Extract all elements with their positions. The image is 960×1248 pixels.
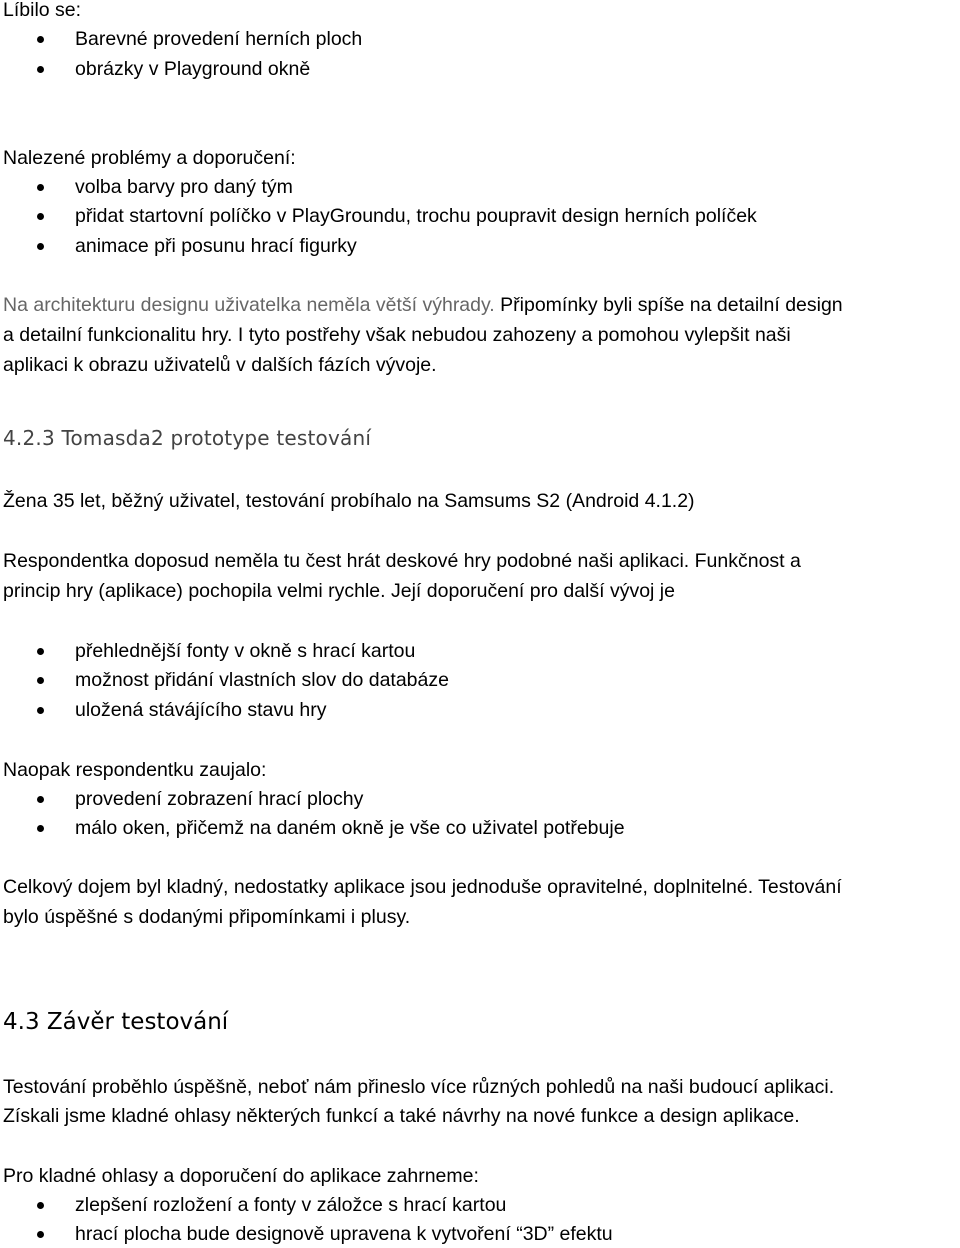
bullet-icon xyxy=(37,677,44,684)
paragraph-line: aplikaci k obrazu uživatelů v dalších fázích vývoje. xyxy=(3,354,437,376)
bullet-icon xyxy=(37,1231,44,1238)
liked-heading: Líbilo se: xyxy=(3,0,82,21)
paragraph-line: Celkový dojem byl kladný, nedostatky aplikace jsou jednoduše opravitelné, doplnitelné. Testování xyxy=(3,876,842,898)
bullet-icon xyxy=(37,707,44,714)
bullet-icon xyxy=(37,66,44,73)
paragraph-line: princip hry (aplikace) pochopila velmi rychle. Její doporučení pro další vývoj je xyxy=(3,580,675,602)
bullet-icon xyxy=(37,36,44,43)
bullet-icon xyxy=(37,184,44,191)
paragraph-line: Získali jsme kladné ohlasy některých funkcí a také návrhy na nové funkce a design aplikace. xyxy=(3,1105,800,1127)
paragraph-line: Testování proběhlo úspěšně, neboť nám přineslo více různých pohledů na naši budoucí aplikaci. xyxy=(3,1076,835,1098)
section-heading: 4.2.3 Tomasda2 prototype testování xyxy=(3,426,372,450)
problems-heading: Nalezené problémy a doporučení: xyxy=(3,147,296,169)
paragraph-line: a detailní funkcionalitu hry. I tyto postřehy však nebudou zahozeny a pomohou vylepšit naši xyxy=(3,324,791,346)
liked-heading-2: Naopak respondentku zaujalo: xyxy=(3,759,267,781)
paragraph-line: Respondentka doposud neměla tu čest hrát deskové hry podobné naši aplikaci. Funkčnost a xyxy=(3,550,801,572)
respondent-info: Žena 35 let, běžný uživatel, testování probíhalo na Samsums S2 (Android 4.1.2) xyxy=(3,490,695,512)
include-heading: Pro kladné ohlasy a doporučení do aplikace zahrneme: xyxy=(3,1165,479,1187)
bullet-icon xyxy=(37,213,44,220)
bullet-icon xyxy=(37,243,44,250)
section-heading: 4.3 Závěr testování xyxy=(3,1009,229,1035)
bullet-icon xyxy=(37,648,44,655)
paragraph-line: Na architekturu designu uživatelka neměla větší výhrady. Připomínky byli spíše na detailní design xyxy=(3,294,843,316)
bullet-icon xyxy=(37,825,44,832)
bullet-icon xyxy=(37,1202,44,1209)
bullet-icon xyxy=(37,796,44,803)
paragraph-line: bylo úspěšné s dodanými připomínkami i plusy. xyxy=(3,906,411,928)
